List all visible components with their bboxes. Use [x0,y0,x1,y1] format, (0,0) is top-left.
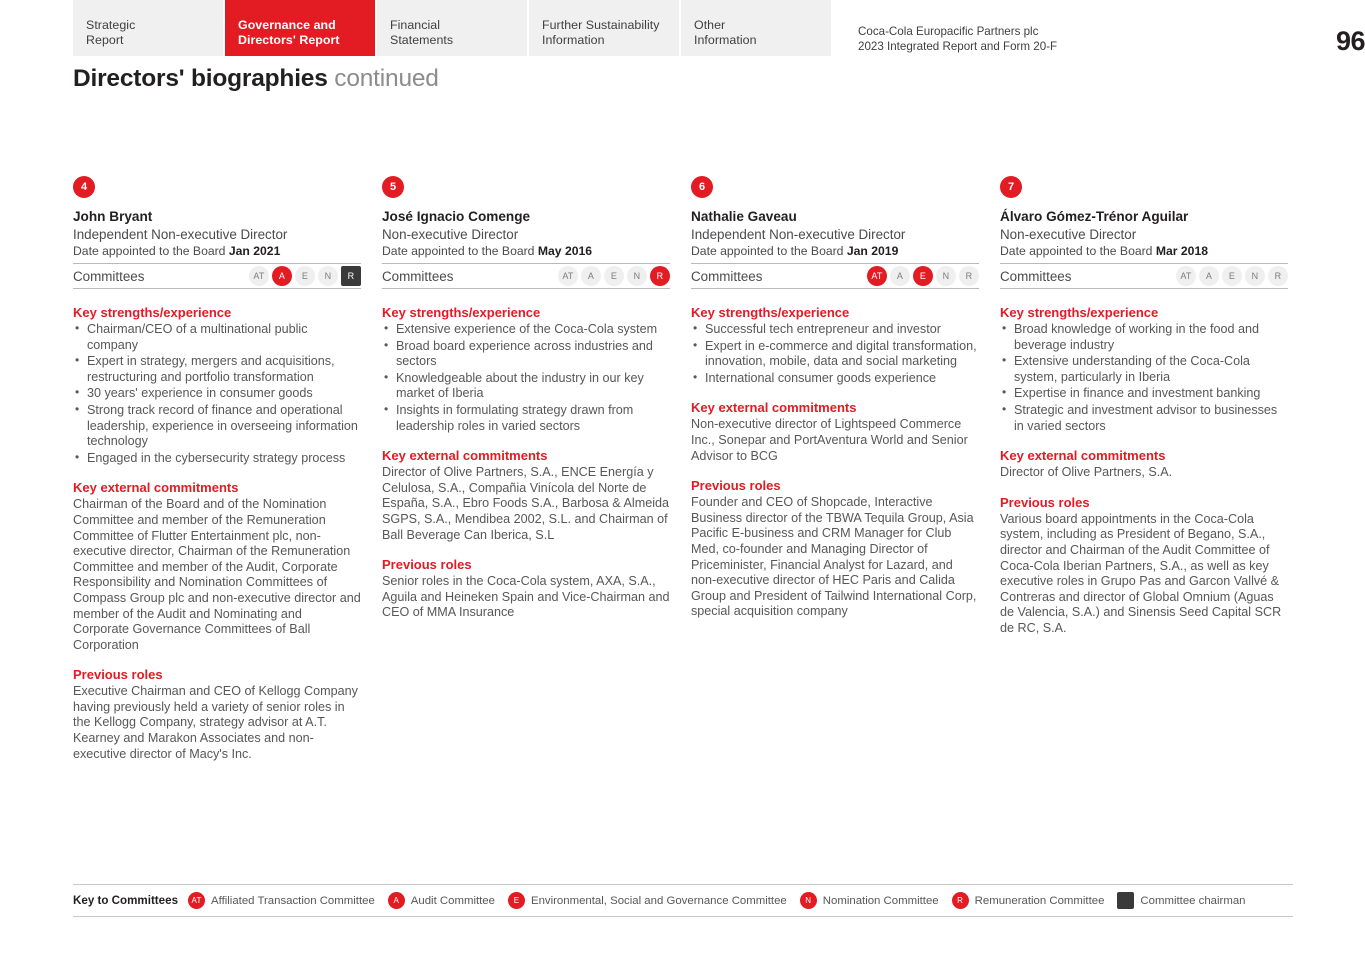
director-appointment-date [691,243,979,259]
tab-label-line1: Governance and [238,18,336,32]
tab-label-line2: Statements [390,32,454,47]
committee-badge-group [867,266,979,286]
list-item: • Expert in strategy, mergers and acquisitions, restructuring and portfolio transformation [73,354,361,385]
director-number-badge: 5 [382,176,404,198]
document-report-name: 2023 Integrated Report and Form 20-F [858,40,1058,53]
previous-roles-text: Various board appointments in the Coca-Cola system, including as President of Begano, S.A., director and Chairman of the Audit Committee of Coca-Cola Iberian Partners, S.A., as well as key executive roles in Grupo Pas and Garcon Vallvé & Contreras and director of Global Omnium (Aguas de Valencia, S.A.) and Sinensis Seed Capital SCR de RC, S.A. [1000,511,1282,635]
legend-label: Environmental, Social and Governance Committee [530,894,787,907]
tab-label-line1: Further Sustainability [542,18,660,32]
tab-label-line1: Strategic [86,18,136,32]
committee-badge-r-icon: R [650,266,670,286]
list-item: • 30 years' experience in consumer goods [73,386,361,402]
legend-item [388,892,495,909]
committee-badge-group [558,266,670,286]
document-identifier [833,0,1293,56]
tab-further-sustainability[interactable] [529,0,681,56]
page-title-main: Directors' biographies [73,65,328,92]
director-card [73,176,361,762]
committee-badge-a-icon: A [581,266,601,286]
previous-roles-text: Senior roles in the Coca-Cola system, AXA, S.A., Aguila and Heineken Spain and Vice-Chairman and CEO of MMA Insurance [382,574,670,620]
tab-label-line1: Other [694,18,726,32]
date-appointed-value: Mar 2018 [1155,244,1209,258]
key-strengths-list [691,322,979,386]
header-tab-bar [73,0,1293,56]
committee-badge-at-icon: AT [867,266,887,286]
legend-label: Remuneration Committee [974,894,1105,907]
legend-item [1117,892,1245,909]
committee-badge-n-icon: N [318,266,338,286]
director-card [691,176,979,762]
list-item: • Expertise in finance and investment banking [1000,386,1288,402]
key-strengths-list [73,322,361,466]
legend-chairman-square-icon [1117,892,1134,909]
key-external-commitments-text: Chairman of the Board and of the Nomination Committee and member of the Remuneration Committee of Flutter Entertainment plc, non-executive director, Chairman of the Remuneration Committee and member of the Audit, Corporate Responsibility and Nomination Committees of Compass Group plc and non-executive director and member of the Audit and Nominating and Corporate Governance Committees of Ball Corporation [73,497,361,652]
committee-badge-n-icon: N [936,266,956,286]
committee-badge-at-icon: AT [249,266,269,286]
director-role: Independent Non-executive Director [73,227,288,242]
date-appointed-value: May 2016 [537,244,593,258]
list-item: • International consumer goods experience [691,371,979,387]
tab-label-line2: Directors' Report [238,32,340,47]
legend-badge-n-icon: N [800,892,817,909]
section-heading-key-external: Key external commitments [1000,448,1166,464]
page-number: 96 [1335,26,1365,56]
committee-badge-group [249,266,361,286]
director-name: Álvaro Gómez-Trénor Aguilar [1000,209,1189,224]
director-name: José Ignacio Comenge [382,209,531,224]
section-heading-previous-roles: Previous roles [1000,494,1090,510]
committees-label: Committees [691,268,763,284]
key-external-commitments-text: Non-executive director of Lightspeed Commerce Inc., Sonepar and PortAventura World and Senior Advisor to BCG [691,417,968,463]
legend-label: Nomination Committee [822,894,939,907]
date-appointed-label: Date appointed to the Board [382,244,538,258]
tab-financial-statements[interactable] [377,0,529,56]
legend-badge-e-icon: E [508,892,525,909]
section-heading-key-strengths: Key strengths/experience [1000,305,1159,320]
director-name: John Bryant [73,209,153,224]
section-heading-key-external: Key external commitments [691,400,857,416]
director-card [382,176,670,762]
committee-badge-group [1176,266,1288,286]
list-item: • Chairman/CEO of a multinational public company [73,322,361,353]
key-external-commitments-text: Director of Olive Partners, S.A. [1000,465,1173,480]
legend-item [508,892,787,909]
tab-governance[interactable] [225,0,377,56]
date-appointed-value: Jan 2019 [846,244,899,258]
committee-badge-e-icon: E [913,266,933,286]
date-appointed-label: Date appointed to the Board [691,244,847,258]
key-strengths-list [1000,322,1288,434]
section-heading-key-external: Key external commitments [73,480,239,496]
tab-strategic-report[interactable] [73,0,225,56]
tab-other-information[interactable] [681,0,833,56]
committees-row [73,263,361,289]
previous-roles-text: Executive Chairman and CEO of Kellogg Company having previously held a variety of senior roles in the Kellogg Company, strategy advisor at A.T. Kearney and Marakon Associates and non-executive director of Macy's Inc. [73,684,358,761]
director-number-badge: 4 [73,176,95,198]
committees-row [382,263,670,289]
committees-label: Committees [73,268,145,284]
section-heading-key-external: Key external commitments [382,448,548,464]
director-columns [73,176,1293,762]
list-item: • Extensive experience of the Coca-Cola system [382,322,670,338]
director-appointment-date [1000,243,1288,259]
list-item: • Successful tech entrepreneur and investor [691,322,979,338]
committee-badge-r-icon: R [959,266,979,286]
section-heading-previous-roles: Previous roles [691,478,781,494]
previous-roles-text: Founder and CEO of Shopcade, Interactive Business director of the TBWA Tequila Group, Asia Pacific E-business and CRM Manager for Club Med, co-founder and Managing Director of Priceminister, Financial Analyst for Lazard, and non-executive director of HEC Paris and Calida Group and President of Tailwind International Corp, special acquisition company [691,495,977,619]
director-role: Non-executive Director [382,227,519,242]
committee-badge-n-icon: N [627,266,647,286]
committee-badge-e-icon: E [1222,266,1242,286]
legend-label: Audit Committee [410,894,495,907]
committee-badge-e-icon: E [295,266,315,286]
section-heading-key-strengths: Key strengths/experience [382,305,541,320]
list-item: • Broad knowledge of working in the food and beverage industry [1000,322,1288,353]
committee-badge-e-icon: E [604,266,624,286]
legend-label: Committee chairman [1140,894,1246,907]
legend-badge-r-icon: R [952,892,969,909]
legend-item [800,892,939,909]
date-appointed-value: Jan 2021 [228,244,281,258]
committee-badge-a-icon: A [272,266,292,286]
director-name: Nathalie Gaveau [691,209,797,224]
date-appointed-label: Date appointed to the Board [1000,244,1156,258]
director-number-badge: 7 [1000,176,1022,198]
committees-row [1000,263,1288,289]
list-item: • Expert in e-commerce and digital transformation, innovation, mobile, data and social marketing [691,339,979,370]
list-item: • Knowledgeable about the industry in our key market of Iberia [382,371,670,402]
committee-key-legend [73,884,1293,917]
key-external-commitments-text: Director of Olive Partners, S.A., ENCE Energía y Celulosa, S.A., Compañia Vinícola del Norte de España, S.A., Ebro Foods S.A., Barbosa & Almeida SGPS, S.A., Mendibea 2002, S.L. and Chairman of Ball Beverage Can Iberica, S.L [382,465,670,542]
director-card [1000,176,1288,762]
committee-badge-a-icon: A [1199,266,1219,286]
committees-label: Committees [1000,268,1072,284]
committee-badge-a-icon: A [890,266,910,286]
list-item: • Strong track record of finance and operational leadership, experience in overseeing information technology [73,403,361,450]
section-heading-key-strengths: Key strengths/experience [73,305,232,320]
committees-row [691,263,979,289]
page-title-continued: continued [334,65,439,92]
director-role: Independent Non-executive Director [691,227,906,242]
list-item: • Extensive understanding of the Coca-Cola system, particularly in Iberia [1000,354,1288,385]
list-item: • Broad board experience across industries and sectors [382,339,670,370]
list-item: • Insights in formulating strategy drawn from leadership roles in varied sectors [382,403,670,434]
committee-badge-n-icon: N [1245,266,1265,286]
director-appointment-date [382,243,670,259]
tab-label-line1: Financial [390,18,441,32]
director-role: Non-executive Director [1000,227,1137,242]
legend-label: Affiliated Transaction Committee [211,894,375,907]
page-title [73,65,439,93]
legend-badge-a-icon: A [388,892,405,909]
director-appointment-date [73,243,361,259]
key-strengths-list [382,322,670,434]
document-company-name: Coca-Cola Europacific Partners plc [858,25,1039,38]
section-heading-previous-roles: Previous roles [382,557,472,573]
legend-item [952,892,1105,909]
list-item: • Strategic and investment advisor to businesses in varied sectors [1000,403,1288,434]
legend-item [188,892,375,909]
list-item: • Engaged in the cybersecurity strategy process [73,451,361,467]
tab-label-line2: Information [694,32,757,47]
committee-badge-r-icon: R [341,266,361,286]
committee-badge-at-icon: AT [558,266,578,286]
section-heading-previous-roles: Previous roles [73,667,163,683]
tab-label-line2: Report [86,32,124,47]
tab-label-line2: Information [542,32,605,47]
legend-title: Key to Committees [73,894,179,907]
director-number-badge: 6 [691,176,713,198]
legend-badge-at-icon: AT [188,892,205,909]
section-heading-key-strengths: Key strengths/experience [691,305,850,320]
committee-badge-at-icon: AT [1176,266,1196,286]
committees-label: Committees [382,268,454,284]
committee-badge-r-icon: R [1268,266,1288,286]
date-appointed-label: Date appointed to the Board [73,244,229,258]
